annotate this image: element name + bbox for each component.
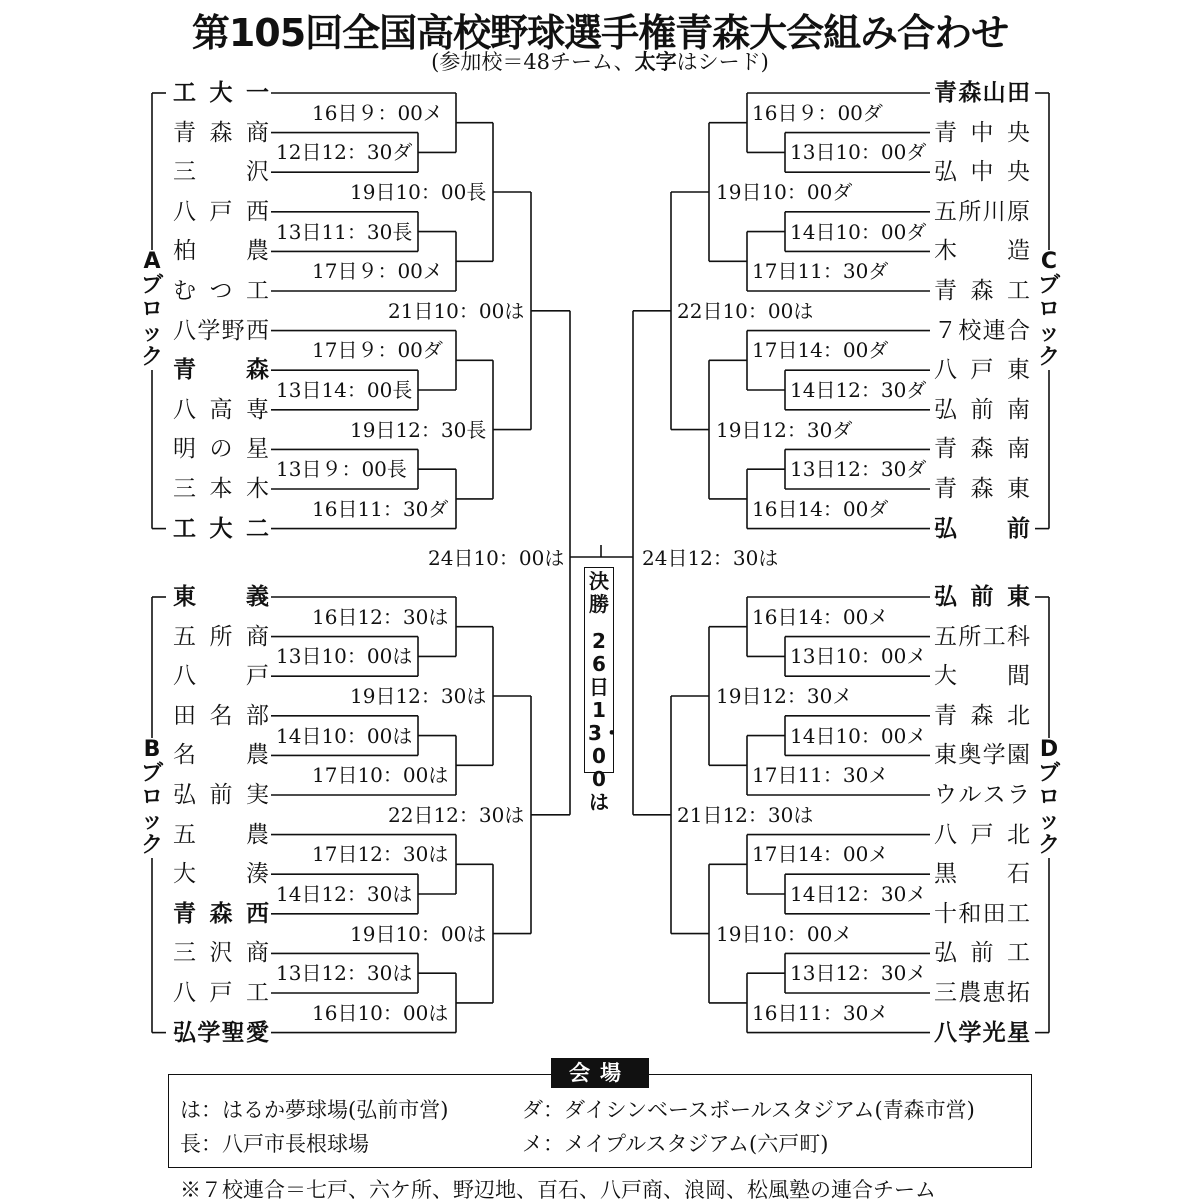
match-prelim-C0: 13日10：00ダ [790,140,927,165]
team-C-2: 弘 中 央 [934,159,1030,186]
match-r3-D1: 19日10：00メ [716,921,853,946]
subtitle: (参加校＝48チーム、太字はシード) [431,50,769,74]
match-r2-C2: 17日14：00ダ [752,338,889,363]
team-B-5: 弘 前 実 [173,782,269,808]
team-C-7: 八 戸 東 [934,357,1030,384]
match-r3-A1: 19日12：30長 [350,417,487,442]
team-C-3: 五 所 川 原 [934,198,1030,225]
match-prelim-C3: 13日12：30ダ [790,457,927,482]
team-A-1: 青 森 商 [173,119,269,146]
match-r3-B0: 19日12：30は [350,684,487,708]
final-box [584,567,622,814]
block-label-A: A ブ ロ ッ ク [140,249,163,370]
final-date: 26日13・00は [588,629,622,814]
match-prelim-B2: 14日12：30は [276,882,413,906]
match-r3-A0: 19日10：00長 [350,180,487,204]
footnote: ※７校連合＝七戸、六ケ所、野辺地、百石、八戸商、浪岡、松風塾の連合チーム [180,1178,936,1202]
match-r2-A3: 16日11：30ダ [312,496,449,521]
team-D-3: 青 森 北 [934,702,1030,729]
page-title: 第105回全国高校野球選手権青森大会組み合わせ [191,11,1009,55]
match-prelim-D1: 14日10：00メ [790,723,927,748]
venue-me: メ：メイプルスタジアム(六戸町) [522,1132,829,1156]
match-prelim-D2: 14日12：30メ [790,882,927,906]
venue-da: ダ：ダイシンベースボールスタジアム(青森市営) [522,1098,975,1122]
match-r2-B2: 17日12：30は [312,842,449,867]
team-A-7: 青 森 [173,357,269,384]
team-C-8: 弘 前 南 [934,396,1030,423]
match-prelim-B3: 13日12：30は [276,961,413,986]
match-prelim-B0: 13日10：00は [276,644,413,669]
team-A-5: む つ 工 [173,278,269,304]
match-blockfinal-D: 21日12：30は [677,802,814,827]
team-A-9: 明 の 星 [173,436,269,463]
match-r3-D0: 19日12：30メ [716,684,853,708]
block-label-B: B ブ ロ ッ ク [140,737,163,858]
team-C-9: 青 森 南 [934,436,1030,463]
match-r2-B1: 17日10：00は [312,763,449,788]
team-D-6: 八 戸 北 [934,821,1030,848]
match-r2-C0: 16日９：00ダ [752,100,883,125]
match-r2-D1: 17日11：30メ [752,763,889,788]
match-prelim-C1: 14日10：00ダ [790,219,927,244]
venue-naga: 長：八戸市長根球場 [180,1132,369,1156]
match-r2-C3: 16日14：00ダ [752,496,889,521]
team-D-8: 十 和 田 工 [934,900,1030,927]
team-A-11: 工 大 二 [173,515,269,542]
team-D-7: 黒 石 [934,861,1030,888]
team-C-11: 弘 前 [934,515,1030,542]
team-B-4: 名 農 [173,742,269,769]
team-B-10: 八 戸 工 [173,980,269,1006]
team-C-6: ７ 校 連 合 [934,317,1030,344]
team-C-4: 木 造 [934,238,1030,265]
team-D-11: 八 学 光 星 [934,1019,1030,1046]
match-prelim-A2: 13日14：00長 [276,378,413,402]
team-B-6: 五 農 [173,821,269,848]
team-A-4: 柏 農 [173,238,269,265]
team-B-3: 田 名 部 [173,702,269,729]
match-blockfinal-C: 22日10：00は [677,298,814,323]
team-C-1: 青 中 央 [934,119,1030,146]
team-A-0: 工 大 一 [173,80,269,106]
match-r2-A0: 16日９：00メ [312,100,443,125]
team-B-9: 三 沢 商 [173,940,269,967]
venue-ha: は：はるか夢球場(弘前市営) [180,1098,449,1122]
venue-heading: 会場 [551,1058,649,1088]
match-r3-C0: 19日10：00ダ [716,180,853,204]
block-label-D: D ブ ロ ッ ク [1037,737,1060,858]
team-B-0: 東 義 [173,584,269,610]
team-B-7: 大 湊 [173,861,269,888]
match-blockfinal-B: 22日12：30は [388,802,525,827]
team-A-8: 八 高 専 [173,396,269,423]
team-A-6: 八 学 野 西 [173,317,269,344]
team-A-3: 八 戸 西 [173,198,269,225]
match-r2-A1: 17日９：00メ [312,259,443,284]
team-C-5: 青 森 工 [934,278,1030,304]
team-C-10: 青 森 東 [934,476,1030,502]
team-D-9: 弘 前 工 [934,940,1030,967]
match-prelim-A1: 13日11：30長 [276,219,413,244]
match-r2-B3: 16日10：00は [312,1000,449,1025]
team-D-4: 東 奥 学 園 [934,742,1030,769]
team-D-0: 弘 前 東 [934,584,1030,610]
match-r2-D2: 17日14：00メ [752,842,889,867]
match-r3-B1: 19日10：00は [350,921,487,946]
match-prelim-A0: 12日12：30ダ [276,140,413,165]
team-A-10: 三 本 木 [173,476,269,502]
block-label-C: C ブ ロ ッ ク [1037,249,1060,370]
match-prelim-A3: 13日９：00長 [276,457,407,482]
match-r2-C1: 17日11：30ダ [752,259,889,284]
team-A-2: 三 沢 [173,159,269,186]
semifinal-right: 24日12：30は [642,546,779,570]
team-D-2: 大 間 [934,663,1030,690]
team-B-1: 五 所 商 [173,623,269,650]
match-prelim-D0: 13日10：00メ [790,644,927,669]
team-B-8: 青 森 西 [173,900,269,927]
semifinal-left: 24日10：00は [428,546,565,570]
match-r2-B0: 16日12：30は [312,604,449,629]
team-C-0: 青 森 山 田 [934,80,1030,106]
match-prelim-B1: 14日10：00は [276,723,413,748]
team-D-1: 五 所 工 科 [934,623,1030,650]
team-D-5: ウ ル ス ラ [934,782,1030,808]
match-r2-D0: 16日14：00メ [752,604,889,629]
final-label: 決勝 [589,569,609,616]
team-D-10: 三 農 恵 拓 [934,980,1030,1006]
match-prelim-C2: 14日12：30ダ [790,378,927,402]
match-r2-D3: 16日11：30メ [752,1000,889,1025]
match-r3-C1: 19日12：30ダ [716,417,853,442]
match-prelim-D3: 13日12：30メ [790,961,927,986]
match-blockfinal-A: 21日10：00は [388,298,525,323]
match-r2-A2: 17日９：00ダ [312,338,443,363]
team-B-11: 弘 学 聖 愛 [173,1019,269,1046]
team-B-2: 八 戸 [173,663,269,690]
